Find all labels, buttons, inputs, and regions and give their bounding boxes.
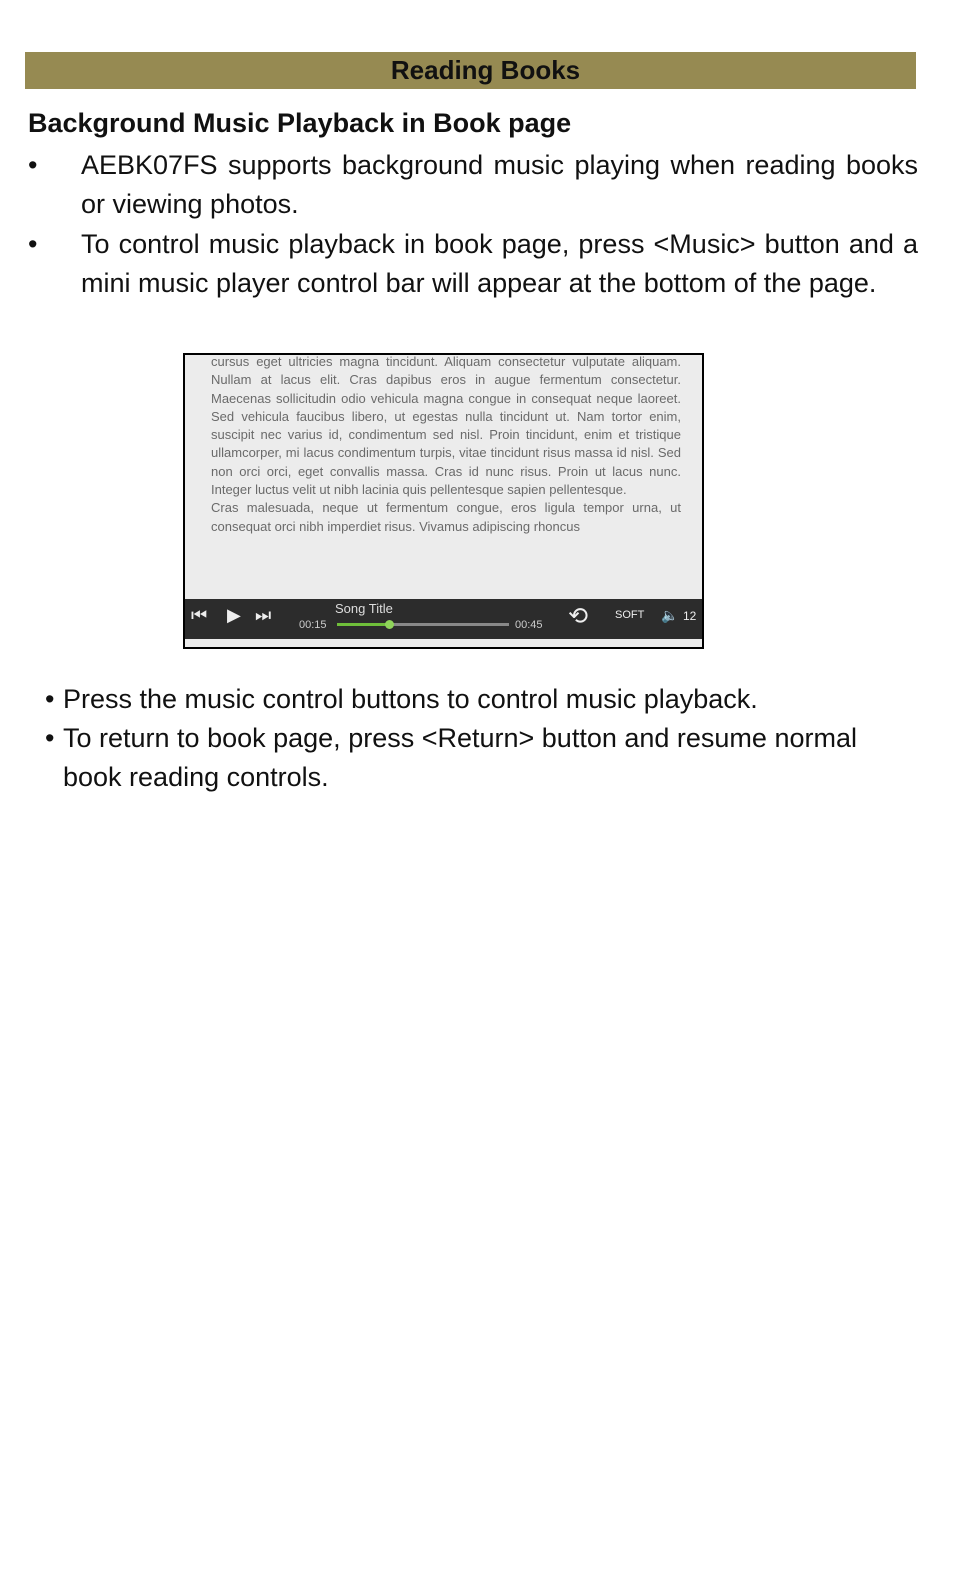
mini-music-player-bar — [185, 599, 702, 639]
bullet-dot: • — [45, 684, 55, 714]
bullet-dot: • — [45, 723, 55, 753]
lower-bullet-list — [45, 680, 918, 797]
repeat-icon[interactable]: ⟲ — [568, 603, 589, 630]
song-title: Song Title — [335, 601, 393, 616]
progress-knob[interactable] — [385, 620, 394, 629]
bullet-item — [28, 146, 918, 224]
header-title: Reading Books — [390, 55, 581, 85]
bullet-list — [28, 146, 918, 304]
section-title: Background Music Playback in Book page — [28, 108, 572, 138]
bullet-item — [45, 719, 918, 797]
eq-mode-label[interactable]: SOFT — [615, 609, 645, 621]
volume-value: 12 — [683, 609, 697, 623]
progress-bar[interactable] — [337, 623, 509, 626]
play-icon[interactable]: ▶ — [227, 605, 241, 625]
next-track-icon[interactable]: ⏭ — [255, 605, 272, 625]
section-header-bar — [25, 52, 916, 89]
bullet-dot: • — [28, 229, 38, 259]
bullet-item — [28, 225, 918, 303]
total-time: 00:45 — [515, 619, 543, 631]
volume-icon[interactable]: 🔈 — [661, 607, 679, 623]
elapsed-time: 00:15 — [299, 619, 327, 631]
bullet-text: To control music playback in book page, press <Music> button and a mini music player control bar will appear at the bottom of the page. — [81, 229, 918, 298]
progress-fill — [337, 623, 389, 626]
book-paragraph: Cras malesuada, neque ut fermentum congue, eros ligula tempor urna, ut consequat orci nibh imperdiet risus. Vivamus adipiscing rhoncus — [211, 500, 681, 534]
book-page-text — [211, 353, 681, 536]
bullet-item — [45, 680, 918, 719]
previous-track-icon[interactable]: ⏮ — [191, 605, 208, 625]
book-page-screenshot — [183, 353, 704, 649]
bullet-text: To return to book page, press <Return> button and resume normal book reading controls. — [63, 723, 857, 792]
bullet-dot: • — [28, 150, 38, 180]
book-paragraph: cursus eget ultricies magna tincidunt. Aliquam consectetur vulputate aliquam. Nullam at lacus elit. Cras dapibus eros in augue fermentum consectetur. Maecenas sollicitudin odio vehicula magna congue in consequat neque laoreet. Sed vehicula faucibus libero, ut egestas nulla tincidunt ut. Nam tortor enim, suscipit nec varius id, condimentum sed nisl. Proin tincidunt, enim et tristique ullamcorper, mi lacus condimentum turpis, vitae tincidunt risus massa id nisl. Sed non orci orci, eget convallis massa. Cras id nunc risus. Proin ut lacus nunc. Integer luctus velit ut nibh lacinia quis pellentesque sapien pellentesque. — [211, 354, 681, 498]
bullet-text: Press the music control buttons to control music playback. — [63, 684, 758, 714]
bullet-text: AEBK07FS supports background music playing when reading books or viewing photos. — [81, 150, 918, 219]
